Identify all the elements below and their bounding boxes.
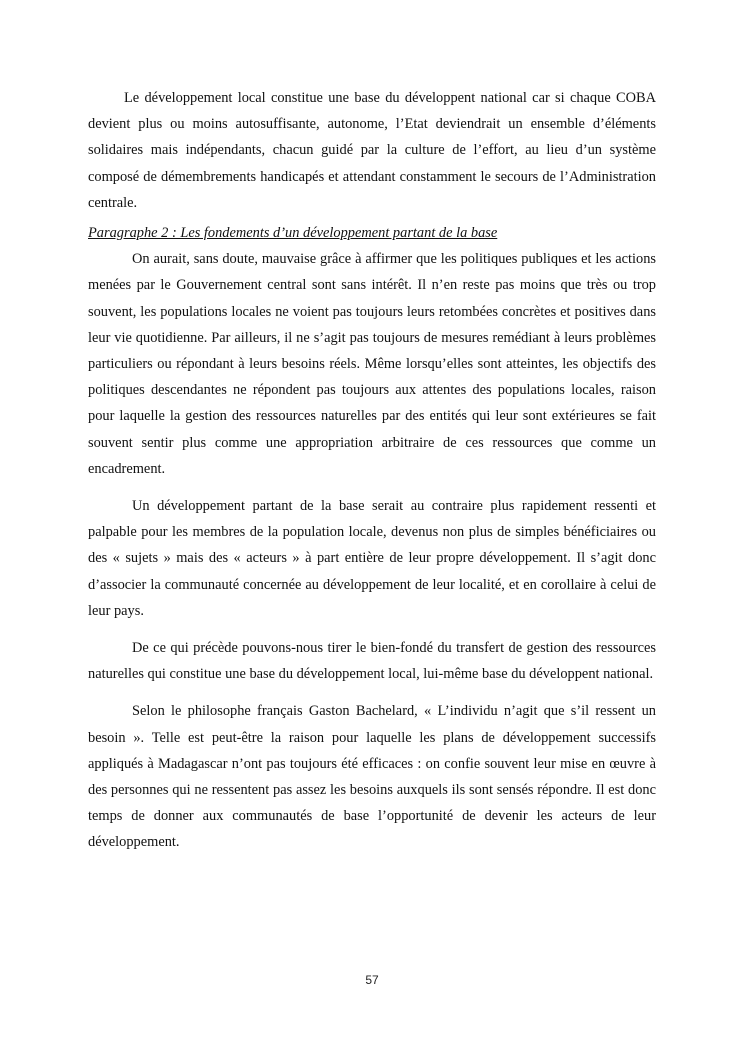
paragraph-local-development: Le développement local constitue une base du développent national car si chaque COBA devient plus ou moins autosuffisante, autonome, l’Etat deviendrait un ensemble d’éléments solidaires mais indépendants, chacun guidé par la culture de l’effort, au lieu d’un système composé de démembrements handicapés et attendant constamment le secours de l’Administration centrale. (88, 90, 656, 211)
page-body (88, 85, 656, 856)
paragraph-public-policies: On aurait, sans doute, mauvaise grâce à affirmer que les politiques publiques et les actions menées par le Gouvernement central sont sans intérêt. Il n’en reste pas moins que très ou trop souvent, les populations locales ne voient pas toujours leurs retombées concrètes et positives dans leur vie quotidienne. Par ailleurs, il ne s’agit pas toujours de mesures remédiant à leurs problèmes particuliers ou répondant à leurs besoins réels. Même lorsqu’elles sont atteintes, les objectifs des politiques descendantes ne répondent pas toujours aux attentes des populations locales, raison pour laquelle la gestion des ressources naturelles par des entités qui leur sont extérieures se fait souvent sentir plus comme une appropriation arbitraire de ces ressources que comme un encadrement. (88, 251, 656, 477)
paragraph-bottom-up-development: Un développement partant de la base serait au contraire plus rapidement ressenti et palpable pour les membres de la population locale, devenus non plus de simples bénéficiaires ou des « sujets » mais des « acteurs » à part entière de leur propre développement. Il s’agit donc d’associer la communauté concernée au développement de leur localité, et en corollaire à celui de leur pays. (88, 498, 656, 619)
page-number: 57 (365, 973, 379, 987)
paragraph-bachelard-quote: Selon le philosophe français Gaston Bachelard, « L’individu n’agit que s’il ressent un besoin ». Telle est peut-être la raison pour laquelle les plans de développement successifs appliqués à Madagascar n’ont pas toujours été efficaces : on confie souvent leur mise en œuvre à des personnes qui ne ressentent pas assez les besoins auxquels ils sont sensés répondre. Il est donc temps de donner aux communautés de base l’opportunité de devenir les acteurs de leur développement. (88, 703, 656, 851)
paragraph-transfer-management: De ce qui précède pouvons-nous tirer le bien-fondé du transfert de gestion des ressources naturelles qui constitue une base du développement local, lui-même base du développent national. (88, 640, 656, 683)
section-heading: Paragraphe 2 : Les fondements d’un développement partant de la base (88, 225, 498, 242)
